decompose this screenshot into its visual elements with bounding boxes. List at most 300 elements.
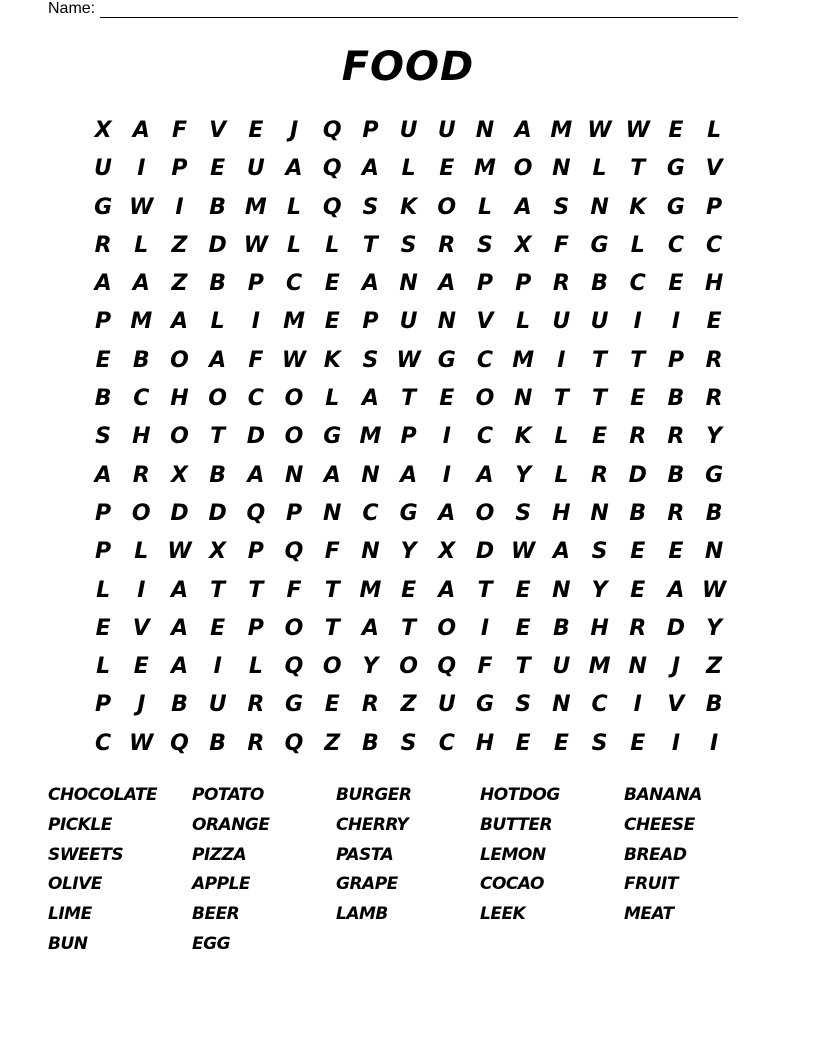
word-list-item: FRUIT: [624, 874, 678, 895]
grid-cell: P: [247, 539, 264, 565]
grid-cell: T: [324, 577, 340, 603]
grid-cell: Y: [362, 654, 379, 680]
word-list-item: HOTDOG: [480, 785, 560, 805]
grid-cell: P: [400, 424, 417, 450]
grid-cell: O: [322, 654, 342, 680]
word-list-item: POTATO: [192, 785, 264, 805]
grid-cell: I: [251, 309, 260, 335]
grid-cell: I: [175, 194, 184, 220]
grid-cell: I: [137, 156, 146, 182]
grid-cell: E: [248, 118, 264, 143]
grid-cell: E: [439, 386, 455, 412]
grid-cell: I: [671, 309, 680, 335]
grid-cell: W: [243, 232, 268, 258]
grid-cell: B: [132, 347, 150, 373]
grid-cell: U: [399, 118, 418, 143]
grid-cell: Z: [171, 271, 188, 297]
grid-cell: U: [437, 692, 456, 718]
grid-cell: R: [591, 462, 608, 488]
grid-cell: I: [633, 309, 642, 335]
grid-cell: L: [554, 462, 569, 488]
grid-cell: D: [208, 232, 227, 258]
grid-cell: P: [476, 271, 494, 297]
word-list-item: PASTA: [336, 844, 394, 865]
grid-cell: I: [480, 615, 490, 641]
grid-cell: S: [477, 232, 493, 258]
grid-cell: L: [134, 232, 149, 258]
grid-cell: A: [285, 156, 303, 182]
word-list-item: APPLE: [192, 874, 251, 895]
grid-cell: L: [325, 232, 340, 258]
grid-cell: E: [630, 386, 646, 412]
grid-cell: Y: [400, 539, 417, 565]
grid-cell: E: [630, 730, 646, 756]
grid-cell: T: [630, 156, 646, 182]
grid-cell: D: [170, 500, 189, 526]
grid-cell: A: [400, 462, 418, 488]
grid-cell: K: [514, 424, 532, 450]
grid-cell: C: [629, 271, 646, 297]
grid-cell: B: [667, 386, 685, 412]
word-list-item: BREAD: [624, 844, 687, 865]
grid-cell: L: [592, 156, 607, 182]
grid-cell: R: [247, 730, 265, 756]
grid-cell: U: [590, 309, 609, 335]
grid-cell: J: [289, 118, 299, 143]
grid-cell: N: [552, 156, 571, 182]
grid-cell: R: [705, 347, 723, 373]
grid-cell: A: [94, 462, 112, 488]
grid-cell: W: [129, 730, 154, 756]
grid-cell: R: [361, 692, 379, 718]
grid-cell: D: [475, 539, 495, 565]
grid-cell: L: [516, 309, 531, 335]
grid-cell: L: [630, 232, 645, 258]
grid-cell: E: [630, 539, 646, 565]
grid-cell: V: [209, 118, 227, 143]
grid-cell: E: [553, 730, 569, 756]
grid-cell: B: [94, 386, 112, 412]
grid-cell: A: [209, 347, 227, 373]
grid-cell: N: [361, 539, 380, 565]
grid-cell: R: [629, 615, 647, 641]
grid-cell: N: [552, 577, 571, 603]
grid-cell: Y: [591, 577, 608, 603]
grid-cell: F: [553, 232, 569, 258]
grid-cell: O: [170, 424, 189, 450]
grid-cell: D: [628, 462, 647, 488]
grid-cell: A: [438, 271, 456, 297]
grid-cell: P: [285, 500, 303, 526]
grid-cell: W: [625, 118, 650, 143]
grid-cell: S: [591, 539, 608, 565]
grid-cell: P: [362, 309, 379, 335]
grid-cell: B: [209, 462, 227, 488]
grid-cell: O: [284, 386, 304, 412]
word-list-item: CHEESE: [624, 814, 695, 835]
grid-cell: O: [131, 500, 151, 526]
grid-cell: X: [514, 232, 532, 258]
grid-cell: P: [171, 156, 188, 182]
word-list-item: LEEK: [480, 904, 526, 925]
grid-cell: O: [475, 386, 495, 412]
grid-cell: B: [552, 615, 570, 641]
grid-cell: E: [210, 615, 226, 641]
grid-cell: K: [323, 347, 341, 373]
word-list-item: COCAO: [480, 874, 544, 895]
grid-cell: N: [475, 118, 495, 143]
grid-cell: T: [362, 232, 378, 258]
grid-cell: W: [511, 539, 536, 565]
grid-cell: M: [588, 654, 611, 680]
grid-cell: E: [668, 539, 684, 565]
grid-cell: H: [704, 271, 724, 297]
grid-cell: T: [401, 386, 417, 412]
grid-cell: T: [553, 386, 569, 412]
grid-cell: Z: [400, 692, 417, 718]
grid-cell: O: [475, 500, 495, 526]
grid-cell: N: [513, 386, 533, 412]
grid-cell: S: [400, 730, 417, 756]
word-list-item: CHERRY: [336, 814, 409, 835]
grid-cell: U: [552, 309, 571, 335]
grid-cell: H: [552, 500, 571, 526]
grid-cell: N: [437, 309, 456, 335]
word-list-item: BEER: [192, 904, 240, 925]
grid-cell: L: [287, 194, 302, 220]
word-list-item: BUTTER: [480, 814, 553, 835]
grid-cell: S: [362, 347, 379, 373]
grid-cell: I: [671, 730, 680, 756]
word-list: [48, 782, 768, 961]
grid-cell: Y: [706, 424, 723, 450]
grid-cell: E: [630, 577, 646, 603]
grid-cell: I: [710, 730, 719, 756]
grid-cell: O: [513, 156, 533, 182]
grid-cell: Q: [284, 539, 304, 565]
grid-cell: A: [247, 462, 265, 488]
grid-cell: P: [95, 309, 112, 335]
grid-cell: C: [476, 424, 494, 450]
grid-cell: H: [590, 615, 609, 641]
grid-cell: I: [137, 577, 146, 603]
grid-cell: I: [442, 424, 451, 450]
grid-cell: Q: [246, 500, 266, 526]
word-list-item: OLIVE: [48, 874, 102, 895]
grid-cell: O: [284, 615, 304, 641]
grid-cell: R: [247, 692, 265, 718]
grid-cell: L: [96, 654, 111, 680]
grid-cell: M: [359, 424, 382, 450]
grid-cell: Z: [706, 654, 723, 680]
grid-cell: C: [247, 386, 264, 412]
grid-cell: R: [667, 500, 685, 526]
grid-cell: A: [476, 462, 494, 488]
grid-cell: Q: [170, 730, 189, 756]
grid-cell: E: [133, 654, 149, 680]
grid-cell: Y: [706, 615, 723, 641]
word-list-item: PIZZA: [192, 844, 247, 865]
grid-cell: T: [477, 577, 493, 603]
grid-cell: F: [286, 577, 302, 603]
grid-cell: K: [400, 194, 418, 220]
grid-cell: B: [705, 692, 723, 718]
grid-cell: U: [552, 654, 571, 680]
grid-cell: E: [324, 692, 340, 718]
grid-cell: P: [247, 271, 264, 297]
grid-cell: X: [170, 462, 188, 488]
grid-cell: E: [668, 271, 684, 297]
grid-cell: M: [550, 118, 573, 143]
grid-cell: P: [362, 118, 379, 143]
grid-cell: Z: [324, 730, 341, 756]
grid-cell: B: [591, 271, 608, 297]
grid-cell: G: [285, 692, 304, 718]
grid-cell: P: [515, 271, 532, 297]
grid-cell: R: [705, 386, 723, 412]
word-list-item: BURGER: [336, 785, 412, 805]
grid-cell: H: [475, 730, 495, 756]
grid-cell: N: [399, 271, 418, 297]
grid-cell: M: [244, 194, 267, 220]
grid-cell: B: [705, 500, 723, 526]
grid-cell: M: [359, 577, 382, 603]
word-list-item: MEAT: [624, 904, 674, 925]
grid-cell: O: [170, 347, 189, 373]
grid-cell: U: [208, 692, 227, 718]
word-list-item: ORANGE: [192, 814, 270, 835]
grid-cell: Y: [515, 462, 532, 488]
grid-cell: S: [362, 194, 379, 220]
grid-cell: A: [361, 615, 379, 641]
grid-cell: E: [515, 577, 531, 603]
grid-cell: G: [475, 692, 494, 718]
grid-cell: C: [476, 347, 494, 373]
page-title: FOOD: [341, 44, 475, 90]
grid-cell: L: [248, 654, 263, 680]
word-list-item: LAMB: [336, 904, 388, 925]
grid-cell: D: [666, 615, 686, 641]
grid-cell: V: [476, 309, 494, 335]
grid-cell: T: [210, 577, 226, 603]
grid-cell: L: [287, 232, 302, 258]
grid-cell: J: [671, 654, 680, 680]
grid-cell: M: [283, 309, 305, 335]
grid-cell: G: [590, 232, 609, 258]
word-list-item: BANANA: [624, 785, 702, 805]
grid-cell: C: [95, 730, 112, 756]
grid-cell: U: [437, 118, 456, 143]
grid-cell: U: [399, 309, 418, 335]
grid-cell: C: [591, 692, 608, 718]
grid-cell: L: [401, 156, 416, 182]
grid-cell: R: [132, 462, 150, 488]
grid-cell: B: [209, 194, 227, 220]
grid-cell: Z: [171, 232, 188, 258]
grid-cell: W: [396, 347, 421, 373]
grid-cell: L: [96, 577, 111, 603]
word-list-item: PICKLE: [48, 814, 112, 835]
grid-cell: T: [248, 577, 264, 603]
grid-cell: P: [95, 500, 112, 526]
grid-cell: Q: [284, 730, 304, 756]
grid-cell: R: [667, 424, 685, 450]
grid-cell: T: [592, 347, 608, 373]
word-list-item: LIME: [48, 904, 92, 925]
grid-cell: A: [170, 577, 188, 603]
grid-cell: L: [477, 194, 492, 220]
name-label: Name:: [48, 0, 96, 17]
grid-cell: T: [324, 615, 340, 641]
grid-cell: A: [94, 271, 112, 297]
grid-cell: W: [129, 194, 154, 220]
grid-cell: F: [248, 347, 264, 373]
grid-cell: O: [399, 654, 418, 680]
grid-cell: C: [285, 271, 303, 297]
grid-cell: W: [701, 577, 727, 603]
grid-cell: A: [170, 309, 188, 335]
grid-cell: M: [130, 309, 153, 335]
name-field: [48, 0, 738, 18]
grid-cell: A: [552, 539, 570, 565]
grid-cell: C: [438, 730, 455, 756]
grid-cell: D: [208, 500, 227, 526]
grid-cell: A: [361, 271, 379, 297]
grid-cell: G: [323, 424, 342, 450]
grid-cell: W: [167, 539, 192, 565]
grid-cell: R: [629, 424, 647, 450]
grid-cell: F: [477, 654, 493, 680]
grid-cell: W: [587, 118, 612, 143]
name-blank-line: [100, 3, 738, 18]
grid-cell: Q: [284, 654, 304, 680]
grid-cell: E: [401, 577, 417, 603]
grid-cell: W: [281, 347, 307, 373]
grid-cell: C: [362, 500, 379, 526]
grid-cell: Q: [322, 194, 342, 220]
grid-cell: N: [628, 654, 647, 680]
grid-cell: E: [439, 156, 455, 182]
grid-cell: F: [324, 539, 340, 565]
grid-cell: G: [705, 462, 724, 488]
grid-cell: P: [95, 539, 112, 565]
grid-cell: V: [705, 156, 723, 182]
grid-cell: E: [592, 424, 608, 450]
grid-cell: B: [171, 692, 188, 718]
grid-cell: U: [246, 156, 265, 182]
grid-cell: N: [361, 462, 380, 488]
word-list-item: LEMON: [480, 844, 546, 865]
word-list-item: BUN: [48, 933, 88, 954]
grid-cell: G: [666, 194, 685, 220]
grid-cell: S: [95, 424, 112, 450]
grid-cell: Q: [322, 156, 342, 182]
grid-cell: H: [132, 424, 151, 450]
grid-cell: X: [438, 539, 456, 565]
grid-cell: M: [474, 156, 496, 182]
grid-cell: N: [552, 692, 571, 718]
grid-cell: E: [668, 118, 684, 143]
grid-cell: A: [170, 654, 188, 680]
grid-cell: D: [246, 424, 265, 450]
grid-cell: M: [512, 347, 535, 373]
grid-cell: A: [361, 156, 379, 182]
grid-cell: G: [437, 347, 456, 373]
grid-cell: G: [666, 156, 685, 182]
grid-cell: A: [438, 500, 456, 526]
word-list-item: SWEETS: [48, 844, 124, 865]
grid-cell: T: [210, 424, 226, 450]
grid-cell: L: [210, 309, 225, 335]
grid-cell: P: [95, 692, 112, 718]
grid-cell: N: [590, 500, 609, 526]
grid-cell: F: [171, 118, 187, 143]
grid-cell: E: [515, 615, 531, 641]
grid-cell: B: [362, 730, 379, 756]
grid-cell: E: [706, 309, 722, 335]
grid-cell: B: [667, 462, 685, 488]
grid-cell: T: [592, 386, 608, 412]
grid-cell: O: [208, 386, 227, 412]
grid-cell: N: [590, 194, 609, 220]
grid-cell: G: [399, 500, 418, 526]
grid-cell: C: [706, 232, 723, 258]
grid-cell: K: [629, 194, 647, 220]
grid-cell: I: [633, 692, 642, 718]
grid-cell: E: [210, 156, 226, 182]
grid-cell: E: [515, 730, 531, 756]
grid-cell: R: [438, 232, 456, 258]
grid-cell: I: [442, 462, 451, 488]
grid-cell: N: [284, 462, 304, 488]
grid-cell: R: [94, 232, 112, 258]
word-list-item: GRAPE: [336, 874, 398, 895]
grid-cell: E: [95, 615, 111, 641]
grid-cell: L: [134, 539, 149, 565]
grid-cell: V: [132, 615, 150, 641]
grid-cell: C: [133, 386, 150, 412]
grid-cell: P: [247, 615, 264, 641]
grid-cell: O: [437, 194, 457, 220]
grid-cell: E: [324, 271, 340, 297]
grid-cell: A: [132, 118, 150, 143]
grid-cell: S: [400, 232, 417, 258]
grid-cell: N: [704, 539, 724, 565]
grid-cell: E: [324, 309, 340, 335]
grid-cell: A: [667, 577, 685, 603]
grid-cell: T: [515, 654, 531, 680]
grid-cell: A: [514, 194, 532, 220]
grid-cell: X: [209, 539, 227, 565]
grid-cell: T: [630, 347, 646, 373]
grid-cell: Q: [322, 118, 342, 143]
word-list-item: EGG: [192, 933, 231, 954]
grid-cell: H: [170, 386, 189, 412]
grid-cell: S: [515, 500, 532, 526]
grid-cell: A: [323, 462, 341, 488]
grid-cell: R: [552, 271, 570, 297]
grid-cell: V: [667, 692, 685, 718]
grid-cell: T: [401, 615, 417, 641]
grid-cell: C: [667, 232, 684, 258]
grid-cell: S: [553, 194, 570, 220]
grid-cell: L: [554, 424, 569, 450]
grid-cell: B: [629, 500, 647, 526]
grid-cell: A: [170, 615, 188, 641]
grid-cell: B: [209, 730, 227, 756]
grid-cell: I: [557, 347, 566, 373]
grid-cell: X: [94, 118, 112, 143]
